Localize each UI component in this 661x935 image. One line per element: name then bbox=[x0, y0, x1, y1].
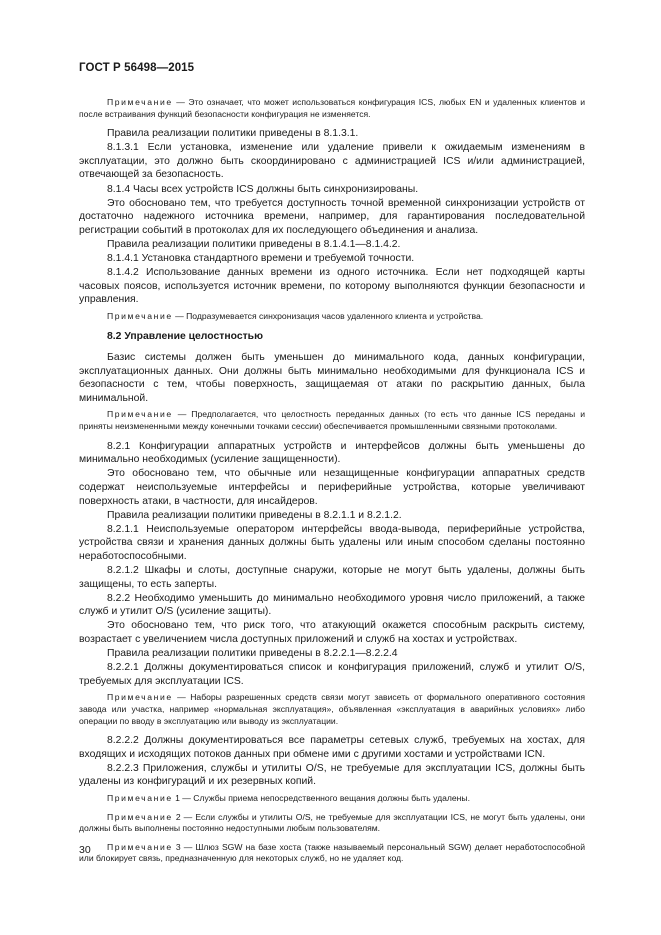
note-label: Примечание bbox=[107, 841, 173, 852]
paragraph: 8.1.4.2 Использование данных времени из одного источника. Если нет подходящей карты часовых поясов, используется источник времени, по которому выполняются функции безопасности и управления. bbox=[79, 267, 585, 306]
note bbox=[79, 97, 585, 120]
section-heading: 8.2 Управление целостностью bbox=[107, 330, 263, 342]
document-body bbox=[79, 93, 585, 872]
note-text: 2 — Если службы и утилиты O/S, не требуемые для эксплуатации ICS, не могут быть удалены, они должны быть выполнены постоянно недоступными любым пользователям. bbox=[79, 811, 585, 834]
note-label: Примечание bbox=[107, 793, 173, 803]
note bbox=[79, 409, 585, 432]
note-label: Примечание bbox=[107, 409, 173, 420]
paragraph: Правила реализации политики приведены в 8.2.1.1 и 8.2.1.2. bbox=[107, 509, 402, 521]
paragraph: Базис системы должен быть уменьшен до минимального кода, данных конфигурации, эксплуатационных данных. Они должны быть минимально необходимыми для функционала ICS и безопасности с тем, чтобы поверхность, защищаемая от атаки по раскрытию данных, была минимальной. bbox=[79, 352, 585, 404]
note-text: 1 — Службы приема непосредственного вещания должны быть удалены. bbox=[172, 793, 470, 803]
paragraph: Правила реализации политики приведены в 8.1.4.1—8.1.4.2. bbox=[107, 238, 401, 250]
note-text: 3 — Шлюз SGW на базе хоста (также называемый персональный SGW) делает неработоспособной или блокирует связь, предназначенную для некоторых служб, но не удаляет код. bbox=[79, 841, 585, 864]
note-label: Примечание bbox=[107, 692, 173, 703]
paragraph: 8.2.1 Конфигурации аппаратных устройств и интерфейсов должны быть уменьшены до минимально необходимых (усиление защищенности). bbox=[79, 440, 585, 466]
note-text: — Это означает, что может использоваться конфигурация ICS, любых EN и удаленных клиентов и после встраивания функций безопасности конфигурация не изменяется. bbox=[79, 97, 585, 119]
paragraph: 8.2.1.1 Неиспользуемые оператором интерфейсы ввода-вывода, периферийные устройства, устройства связи и хранения данных должны быть удалены или иным способом сделаны постоянно неработоспособными. bbox=[79, 523, 585, 562]
paragraph: Это обосновано тем, что риск того, что атакующий окажется способным раскрыть систему, возрастает с увеличением числа доступных приложений и служб на хостах и устройствах. bbox=[79, 620, 585, 645]
paragraph: 8.2.1.2 Шкафы и слоты, доступные снаружи, которые не могут быть удалены, должны быть защищены, то есть заперты. bbox=[79, 565, 585, 590]
note bbox=[79, 692, 585, 727]
note-text: — Наборы разрешенных средств связи могут зависеть от формального оперативного состояния завода или участка, например «нормальная эксплуатация», объявленная «эксплуатация в аварийных условиях» либо операции по вводу в эксплуатацию или выводу из эксплуатации. bbox=[79, 692, 585, 726]
paragraph: 8.1.4 Часы всех устройств ICS должны быть синхронизированы. bbox=[107, 183, 419, 195]
note bbox=[79, 812, 585, 835]
paragraph: Это обосновано тем, что требуется доступность точной временной синхронизации устройств от достаточно надежного источника времени, например, для гарантирования последовательной регистрации событий в протоколах для их последующего объединения и анализа. bbox=[79, 197, 585, 236]
paragraph: 8.2.2.3 Приложения, службы и утилиты O/S, не требуемые для эксплуатации ICS, должны быть удалены из конфигураций и их резервных копий. bbox=[79, 762, 585, 788]
note-label: Примечание bbox=[107, 811, 173, 822]
paragraph: 8.2.2.1 Должны документироваться список и конфигурация приложений, служб и утилит O/S, требуемых для эксплуатации ICS. bbox=[79, 662, 585, 687]
note bbox=[79, 311, 585, 323]
note-text: — Подразумевается синхронизация часов удаленного клиента и устройства. bbox=[172, 310, 484, 321]
paragraph: Правила реализации политики приведены в 8.2.2.1—8.2.2.4 bbox=[107, 648, 398, 660]
paragraph: 8.1.4.1 Установка стандартного времени и требуемой точности. bbox=[107, 253, 415, 265]
note-text: — Предполагается, что целостность переданных данных (то есть что данные ICS переданы и приняты неизмененными между конечными точками сессии) обеспечивается промышленными связными протоколами. bbox=[79, 409, 585, 432]
paragraph: Правила реализации политики приведены в 8.1.3.1. bbox=[107, 128, 359, 140]
note bbox=[79, 842, 585, 865]
note-label: Примечание bbox=[107, 97, 173, 107]
page-number: 30 bbox=[79, 844, 91, 856]
paragraph: 8.1.3.1 Если установка, изменение или удаление привели к ожидаемым изменениям в эксплуатации, это должно быть скоординировано с администрацией ICS и/или администрацией, отвечающей за безопасность. bbox=[79, 142, 585, 181]
document-header: ГОСТ Р 56498—2015 bbox=[79, 62, 195, 74]
note-label: Примечание bbox=[107, 310, 173, 321]
paragraph: 8.2.2.2 Должны документироваться все параметры сетевых служб, требуемых на хостах, для входящих и исходящих потоков данных при обмене ими с другими хостами и устройствами ICN. bbox=[79, 735, 585, 760]
paragraph: 8.2.2 Необходимо уменьшить до минимально необходимого уровня число приложений, а также служб и утилит O/S (усиление защиты). bbox=[79, 592, 585, 618]
paragraph: Это обосновано тем, что обычные или незащищенные конфигурации аппаратных средств содержат неиспользуемые интерфейсы и периферийные устройства, которые увеличивают поверхность атаки, в частности, для инсайдеров. bbox=[79, 468, 585, 507]
note bbox=[79, 793, 585, 805]
